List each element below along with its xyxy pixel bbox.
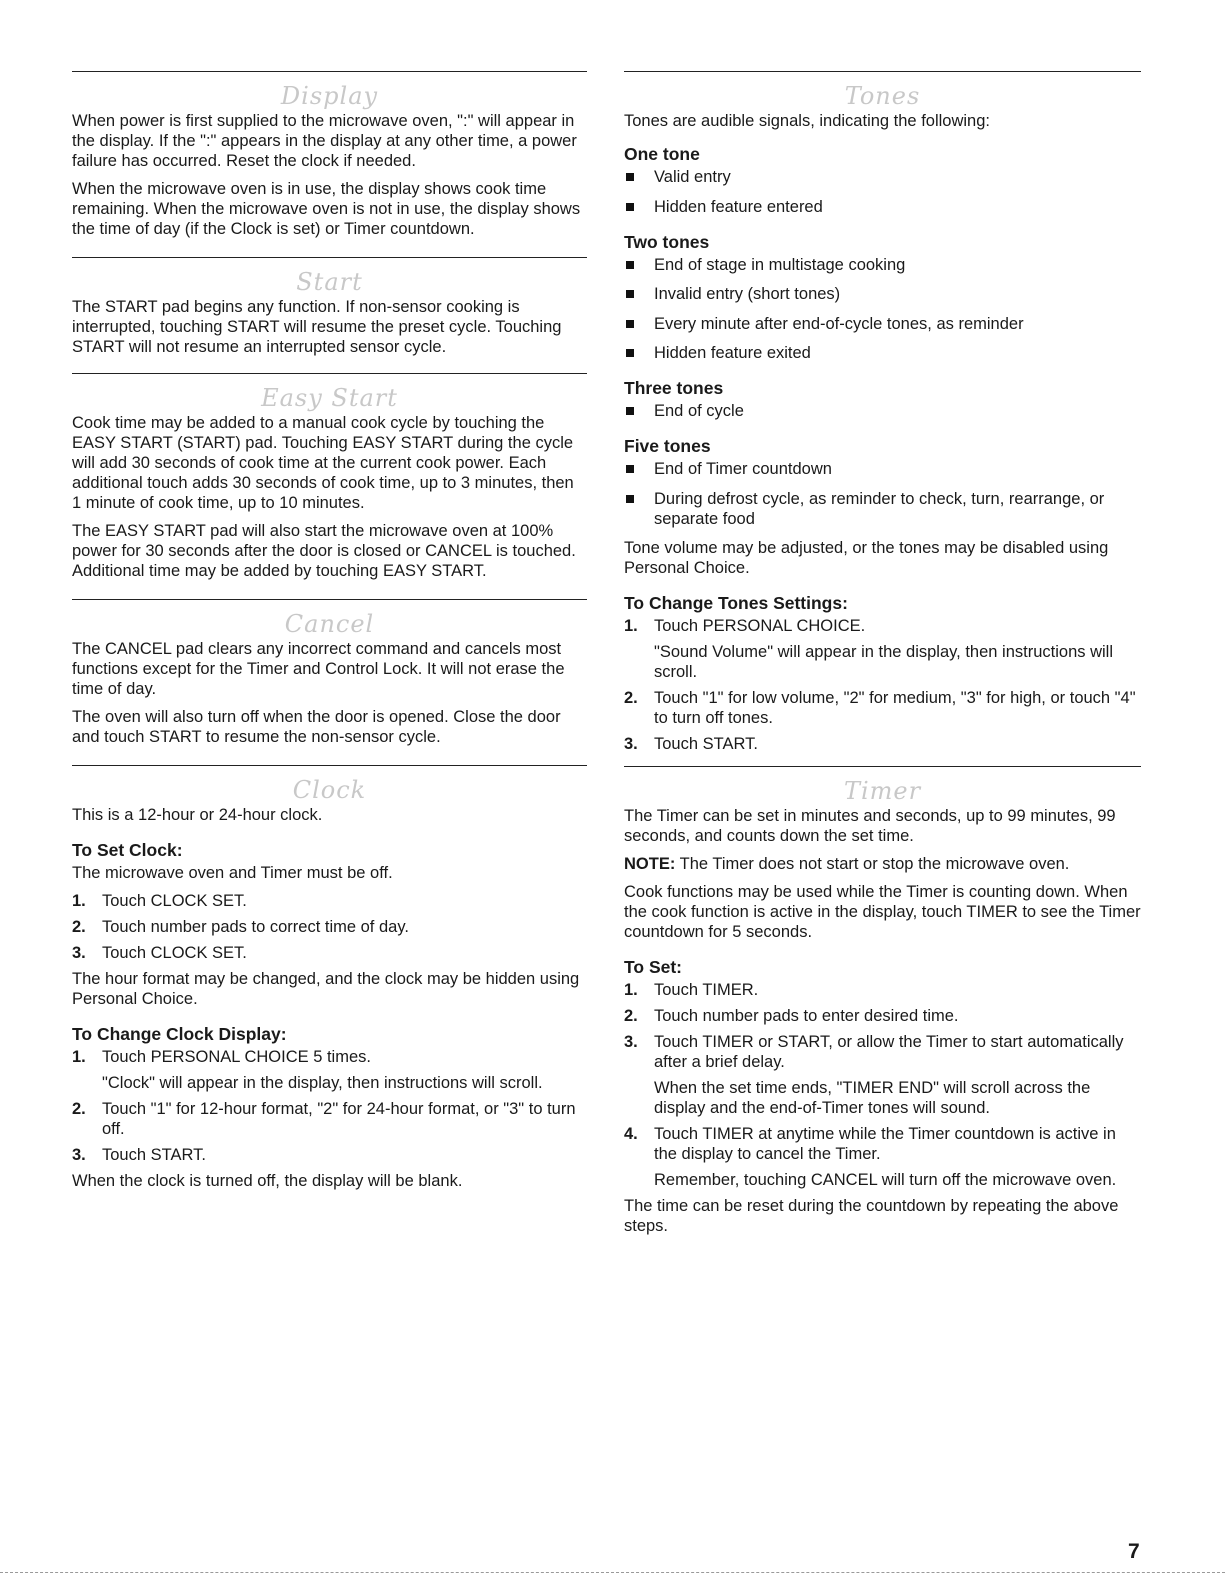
change-clock-after: When the clock is turned off, the display will be blank. — [72, 1172, 463, 1190]
set-clock-after: The hour format may be changed, and the clock may be hidden using Personal Choice. — [72, 970, 580, 1008]
easy-start-paragraph-1: Cook time may be added to a manual cook cycle by touching the EASY START (START) pad. Touching EASY START during the cycle will add 30 seconds of cook time at the current cook power. Each additional touch adds 30 seconds of cook time, up to 3 minutes, then 1 minute of cook time, up to 10 minutes. — [72, 414, 574, 512]
timer-set-heading: To Set: — [624, 957, 683, 977]
list-item: 1. Touch PERSONAL CHOICE. "Sound Volume" will appear in the display, then instructions will scroll. — [624, 617, 1113, 681]
right-column — [624, 71, 1141, 1244]
list-item: Hidden feature entered — [624, 197, 1141, 217]
list-item: 1. Touch TIMER. — [624, 981, 759, 999]
one-tone-list — [624, 167, 1141, 217]
tone-volume-note: Tone volume may be adjusted, or the tones may be disabled using Personal Choice. — [624, 539, 1109, 577]
list-item: Valid entry — [624, 167, 1141, 187]
section-title-start: Start — [296, 268, 363, 296]
timer-paragraph-2: Cook functions may be used while the Timer is counting down. When the cook function is active in the display, touch TIMER to see the Timer countdown for 5 seconds. — [624, 883, 1141, 941]
list-item: 2. Touch number pads to enter desired time. — [624, 1007, 959, 1025]
one-tone-heading: One tone — [624, 144, 700, 164]
cancel-paragraph-1: The CANCEL pad clears any incorrect command and cancels most functions except for the Timer and Control Lock. It will not erase the time of day. — [72, 640, 565, 698]
list-item: 3. Touch START. — [624, 735, 758, 753]
section-title-display: Display — [280, 82, 379, 110]
display-paragraph-1: When power is first supplied to the microwave oven, ":" will appear in the display. If the ":" appears in the display at any other time, a power failure has occurred. Reset the clock if needed. — [72, 112, 577, 170]
list-item: During defrost cycle, as reminder to check, turn, rearrange, or separate food — [624, 489, 1141, 529]
section-title-clock: Clock — [292, 776, 367, 804]
five-tones-heading: Five tones — [624, 436, 711, 456]
set-clock-intro: The microwave oven and Timer must be off. — [72, 864, 393, 882]
list-item: 4. Touch TIMER at anytime while the Timer countdown is active in the display to cancel the Timer. Remember, touching CANCEL will turn off the microwave oven. — [624, 1125, 1117, 1189]
section-divider — [72, 257, 587, 258]
list-item: Invalid entry (short tones) — [624, 284, 1141, 304]
change-clock-steps — [72, 1047, 587, 1165]
section-divider — [72, 599, 587, 600]
section-divider — [72, 373, 587, 374]
list-item: Hidden feature exited — [624, 343, 1141, 363]
cancel-paragraph-2: The oven will also turn off when the door is opened. Close the door and touch START to resume the non-sensor cycle. — [72, 708, 561, 746]
section-divider — [624, 766, 1141, 767]
timer-note: NOTE: The Timer does not start or stop the microwave oven. — [624, 855, 1070, 873]
list-item: 2. Touch number pads to correct time of day. — [72, 918, 409, 936]
list-item: End of cycle — [624, 401, 1141, 421]
section-divider — [624, 71, 1141, 72]
list-item: 2. Touch "1" for low volume, "2" for medium, "3" for high, or touch "4" to turn off tones. — [624, 689, 1136, 727]
set-clock-heading: To Set Clock: — [72, 840, 183, 860]
tones-intro: Tones are audible signals, indicating the following: — [624, 112, 990, 130]
page-number: 7 — [1128, 1540, 1140, 1563]
section-title-cancel: Cancel — [284, 610, 375, 638]
section-divider — [72, 71, 587, 72]
timer-paragraph-1: The Timer can be set in minutes and seconds, up to 99 minutes, 99 seconds, and counts down the set time. — [624, 807, 1116, 845]
clock-intro: This is a 12-hour or 24-hour clock. — [72, 806, 323, 824]
list-item: 1. Touch CLOCK SET. — [72, 892, 247, 910]
three-tones-heading: Three tones — [624, 378, 724, 398]
change-tones-steps — [624, 616, 1141, 754]
change-tones-heading: To Change Tones Settings: — [624, 593, 848, 613]
timer-after: The time can be reset during the countdown by repeating the above steps. — [624, 1197, 1119, 1235]
section-title-timer: Timer — [843, 777, 922, 805]
two-tones-heading: Two tones — [624, 231, 710, 252]
two-tones-list — [624, 255, 1141, 364]
timer-set-steps — [624, 980, 1141, 1190]
section-title-easy-start: Easy Start — [261, 384, 398, 412]
five-tones-list — [624, 459, 1141, 529]
list-item: 3. Touch TIMER or START, or allow the Timer to start automatically after a brief delay. When the set time ends, "TIMER END" will scroll across the display and the end-of-Timer tones will sound. — [624, 1033, 1124, 1117]
list-item: End of stage in multistage cooking — [624, 255, 1141, 275]
set-clock-steps — [72, 891, 587, 963]
list-item: Every minute after end-of-cycle tones, as reminder — [624, 314, 1141, 334]
start-paragraph: The START pad begins any function. If non-sensor cooking is interrupted, touching START will resume the preset cycle. Touching START will not resume an interrupted sensor cycle. — [72, 298, 562, 356]
easy-start-paragraph-2: The EASY START pad will also start the microwave oven at 100% power for 30 seconds after the door is closed or CANCEL is touched. Additional time may be added by touching EASY START. — [72, 522, 576, 580]
list-item: 3. Touch CLOCK SET. — [72, 944, 247, 962]
section-divider — [72, 765, 587, 766]
left-column — [72, 71, 587, 1199]
list-item: End of Timer countdown — [624, 459, 1141, 479]
page-bottom-rule — [0, 1572, 1225, 1573]
change-clock-heading: To Change Clock Display: — [72, 1024, 287, 1044]
display-paragraph-2: When the microwave oven is in use, the display shows cook time remaining. When the microwave oven is not in use, the display shows the time of day (if the Clock is set) or Timer countdown. — [72, 180, 581, 238]
section-title-tones: Tones — [844, 82, 921, 110]
list-item: 1. Touch PERSONAL CHOICE 5 times. "Clock" will appear in the display, then instructions will scroll. — [72, 1048, 543, 1092]
three-tones-list — [624, 401, 1141, 421]
list-item: 2. Touch "1" for 12-hour format, "2" for 24-hour format, or "3" to turn off. — [72, 1100, 576, 1138]
list-item: 3. Touch START. — [72, 1146, 206, 1164]
